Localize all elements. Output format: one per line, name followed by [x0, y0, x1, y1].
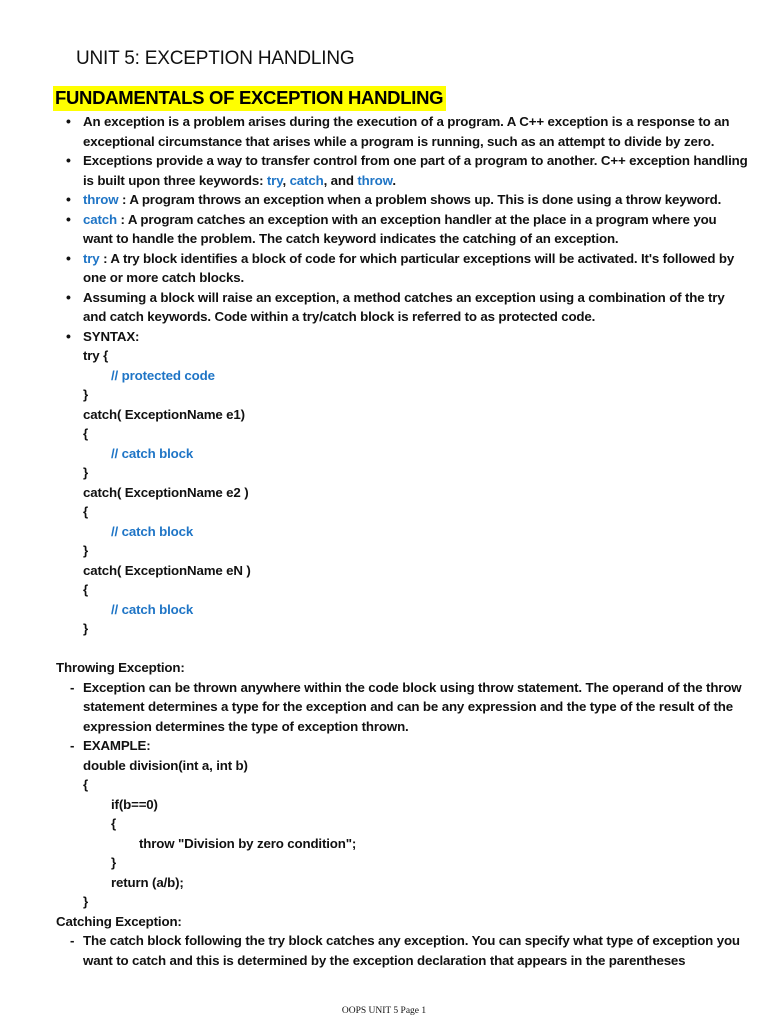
spacer — [0, 639, 768, 659]
code-line: throw "Division by zero condition"; — [139, 835, 357, 851]
dash-marker: - — [70, 738, 75, 753]
section-heading-highlighted: FUNDAMENTALS OF EXCEPTION HANDLING — [53, 86, 446, 111]
dash-item — [0, 931, 768, 970]
separator-text: . — [392, 172, 396, 188]
code-line: } — [83, 543, 89, 558]
page-footer — [0, 1006, 768, 1016]
bullet-item — [0, 112, 768, 151]
example-code-block — [0, 756, 768, 912]
bullet-text: Exceptions provide a way to transfer control from one part of a program to another. C++ exception handling is built upon three keywords: — [83, 153, 748, 188]
code-line: catch( ExceptionName e2 ) — [83, 484, 249, 500]
fundamentals-bullet-list — [0, 112, 768, 346]
bullet-item — [0, 210, 768, 249]
code-line: } — [83, 894, 89, 909]
code-line: { — [83, 426, 89, 441]
code-line: } — [111, 855, 117, 870]
code-comment: // protected code — [111, 367, 215, 383]
footer-text: OOPS UNIT 5 Page 1 — [341, 1006, 427, 1016]
bullet-item — [0, 151, 768, 190]
code-line: catch( ExceptionName eN ) — [83, 562, 251, 578]
code-line: { — [83, 504, 89, 519]
keyword-try: try — [266, 172, 283, 188]
example-label: EXAMPLE: — [83, 738, 151, 753]
dash-item-text: Exception can be thrown anywhere within the code block using throw statement. The operand of the throw statement determines a type for the exception and can be any expression and the type of the result of the expression determines the type of exception thrown. — [83, 679, 742, 734]
separator-text: , — [282, 172, 290, 188]
dash-marker: - — [70, 679, 75, 695]
document-body — [0, 112, 768, 970]
bullet-icon: • — [66, 152, 71, 168]
keyword-catch: catch — [83, 211, 117, 227]
code-line: { — [83, 777, 89, 792]
code-comment: // catch block — [111, 601, 194, 617]
keyword-catch: catch — [289, 172, 324, 188]
dash-item-text: The catch block following the try block catches any exception. You can specify what type of exception you want to catch and this is determined by the exception declaration that appears in the parentheses — [83, 933, 740, 968]
code-line: double division(int a, int b) — [83, 757, 248, 773]
catching-exception-list — [0, 931, 768, 970]
bullet-text: : A program throws an exception when a problem shows up. This is done using a throw keyword. — [118, 192, 722, 207]
bullet-text: Assuming a block will raise an exception, a method catches an exception using a combination of the try and catch keywords. Code within a try/catch block is referred to as protected code. — [83, 289, 725, 324]
bullet-text: : A try block identifies a block of code for which particular exceptions will be activated. It's followed by one or more catch blocks. — [83, 250, 735, 285]
bullet-icon: • — [66, 113, 71, 129]
code-comment: // catch block — [111, 445, 194, 461]
bullet-item — [0, 249, 768, 288]
code-comment: // catch block — [111, 523, 194, 539]
bullet-icon: • — [66, 191, 71, 207]
code-line: { — [111, 816, 117, 831]
bullet-text: An exception is a problem arises during the execution of a program. A C++ exception is a response to an exceptional circumstance that arises while a program is running, such as an attempt to divide by zero. — [83, 114, 730, 149]
syntax-label: SYNTAX: — [83, 328, 140, 344]
code-line: } — [83, 387, 89, 402]
dash-marker: - — [70, 933, 75, 948]
code-line: if(b==0) — [111, 796, 158, 812]
separator-text: , and — [323, 172, 358, 188]
code-line: } — [83, 621, 89, 636]
catching-exception-heading: Catching Exception: — [56, 913, 182, 929]
keyword-throw: throw — [357, 172, 393, 188]
code-line: return (a/b); — [111, 874, 184, 890]
keyword-throw: throw — [83, 192, 119, 207]
bullet-icon: • — [66, 327, 71, 344]
bullet-text: : A program catches an exception with an exception handler at the place in a program where you want to handle the problem. The catch keyword indicates the catching of an exception. — [83, 211, 717, 246]
dash-item — [0, 678, 768, 737]
keyword-try: try — [83, 250, 100, 266]
throwing-exception-list — [0, 678, 768, 756]
code-line: } — [83, 465, 89, 480]
syntax-code-block — [0, 346, 768, 639]
bullet-item — [0, 288, 768, 327]
dash-item — [0, 736, 768, 756]
code-line: { — [83, 582, 89, 597]
unit-title: UNIT 5: EXCEPTION HANDLING — [76, 48, 355, 69]
bullet-icon: • — [66, 288, 71, 305]
code-line: catch( ExceptionName e1) — [83, 406, 245, 422]
bullet-item — [0, 327, 768, 347]
code-line: try { — [83, 348, 109, 363]
bullet-item — [0, 190, 768, 210]
bullet-icon: • — [66, 210, 71, 227]
bullet-icon: • — [66, 249, 71, 266]
throwing-exception-heading: Throwing Exception: — [56, 660, 185, 675]
